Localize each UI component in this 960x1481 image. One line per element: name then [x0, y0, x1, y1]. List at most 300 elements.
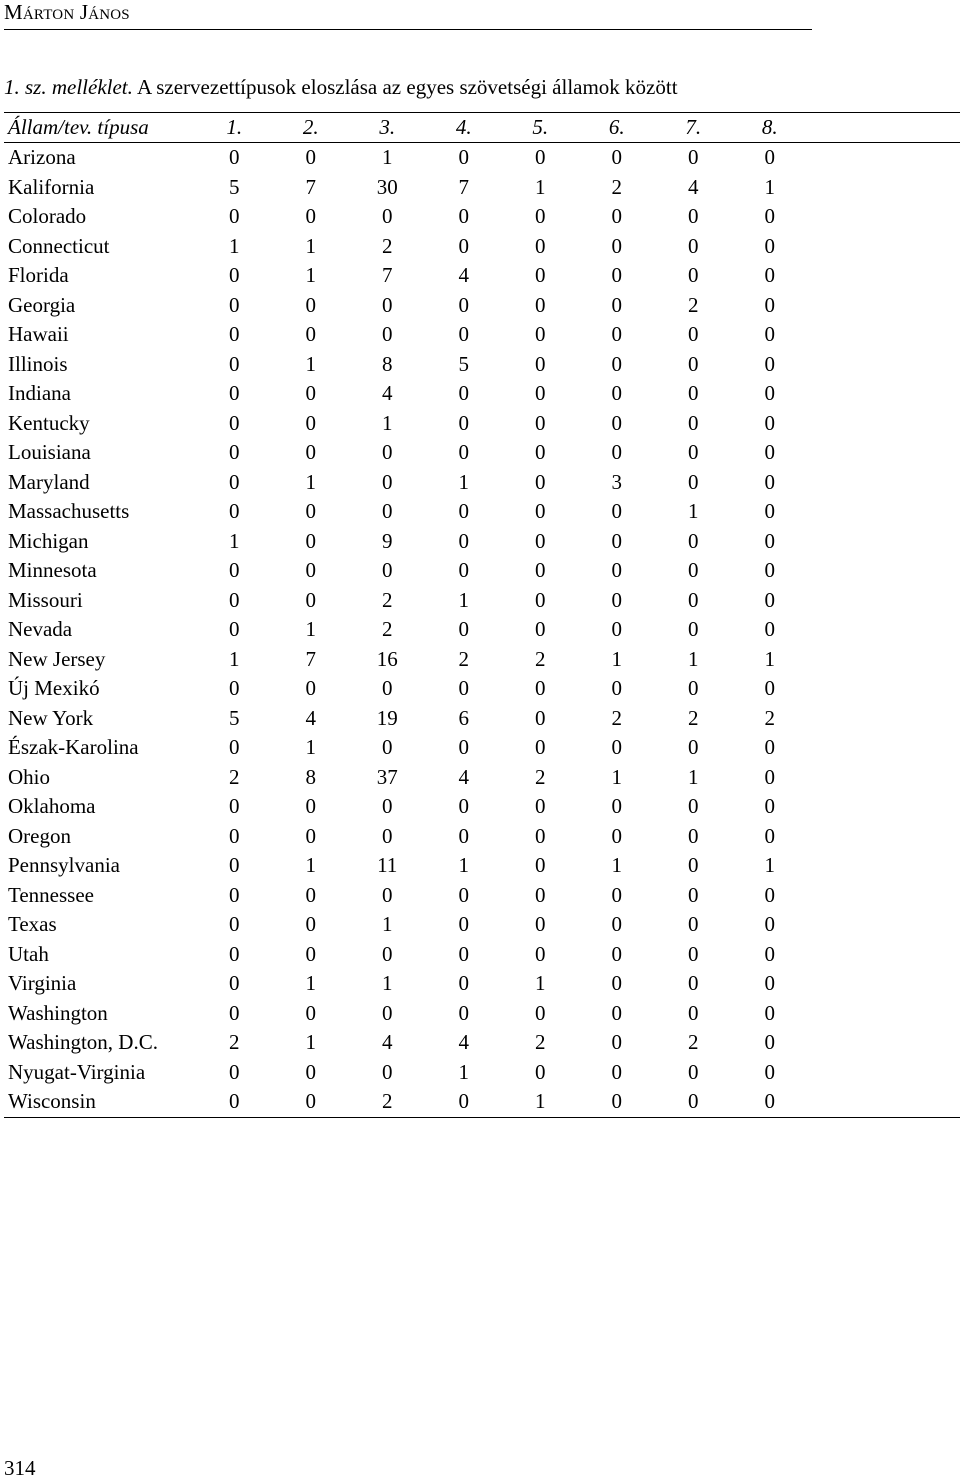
- row-spacer: [808, 527, 960, 557]
- count-cell-type-1: 0: [229, 941, 240, 966]
- count-cell-type-8: 0: [764, 410, 775, 435]
- count-cell-type-4: 0: [458, 499, 469, 523]
- count-cell-type-5: 0: [535, 676, 546, 700]
- count-cell-type-1: 0: [229, 558, 240, 582]
- table-row: [4, 940, 960, 970]
- state-name-cell: Pennsylvania: [8, 853, 120, 877]
- count-cell-type-4: 0: [458, 971, 469, 995]
- count-cell-type-5: 0: [535, 1059, 546, 1084]
- state-name-cell: Indiana: [8, 381, 71, 405]
- row-spacer: [808, 291, 960, 321]
- caption-text: A szervezettípusok eloszlása az egyes szövetségi államok között: [136, 75, 678, 99]
- count-cell-type-7: 0: [688, 558, 699, 582]
- count-cell-type-8: 1: [764, 174, 775, 199]
- count-cell-type-5: 1: [535, 971, 546, 995]
- count-cell-type-6: 2: [611, 174, 622, 199]
- row-spacer: [808, 320, 960, 350]
- row-spacer: [808, 733, 960, 763]
- count-cell-type-2: 0: [305, 676, 316, 700]
- count-cell-type-5: 0: [535, 912, 546, 936]
- count-cell-type-4: 0: [458, 617, 469, 641]
- count-cell-type-3: 0: [382, 469, 393, 494]
- count-cell-type-6: 0: [611, 1000, 622, 1025]
- state-name-cell: New York: [8, 705, 94, 730]
- count-cell-type-2: 0: [305, 1000, 316, 1025]
- row-spacer: [808, 674, 960, 704]
- count-cell-type-4: 0: [458, 882, 469, 907]
- count-cell-type-5: 2: [535, 1030, 546, 1054]
- count-cell-type-4: 0: [458, 528, 469, 553]
- table-row: [4, 556, 960, 586]
- count-cell-type-8: 0: [764, 617, 775, 641]
- count-cell-type-2: 4: [305, 705, 316, 730]
- count-cell-type-7: 0: [688, 440, 699, 464]
- running-head: Márton János: [4, 0, 130, 24]
- count-cell-type-2: 0: [305, 322, 316, 346]
- row-spacer: [808, 438, 960, 468]
- count-cell-type-8: 0: [764, 1030, 775, 1054]
- count-cell-type-8: 0: [764, 764, 775, 789]
- count-cell-type-1: 0: [229, 794, 240, 818]
- count-cell-type-8: 0: [764, 440, 775, 464]
- state-name-cell: Kalifornia: [8, 174, 95, 199]
- row-spacer: [808, 704, 960, 734]
- count-cell-type-7: 0: [688, 735, 699, 759]
- count-cell-type-6: 0: [611, 381, 622, 405]
- count-cell-type-6: 0: [611, 735, 622, 759]
- count-cell-type-6: 0: [611, 794, 622, 818]
- count-cell-type-1: 0: [229, 322, 240, 346]
- count-cell-type-5: 0: [535, 735, 546, 759]
- state-name-cell: Ohio: [8, 764, 50, 789]
- count-cell-type-5: 0: [535, 292, 546, 317]
- count-cell-type-4: 0: [458, 322, 469, 346]
- count-cell-type-6: 0: [611, 587, 622, 612]
- count-cell-type-8: 0: [764, 145, 775, 169]
- table-row: [4, 1028, 960, 1058]
- count-cell-type-6: 0: [611, 971, 622, 995]
- count-cell-type-7: 1: [688, 646, 699, 671]
- count-cell-type-5: 0: [535, 499, 546, 523]
- count-cell-type-7: 0: [688, 912, 699, 936]
- row-spacer: [808, 763, 960, 793]
- count-cell-type-3: 0: [382, 322, 393, 346]
- state-name-cell: Minnesota: [8, 558, 97, 582]
- count-cell-type-1: 5: [229, 174, 240, 199]
- header-type-3: 3.: [379, 115, 396, 139]
- count-cell-type-3: 0: [382, 204, 393, 228]
- table-row: [4, 379, 960, 409]
- count-cell-type-7: 0: [688, 794, 699, 818]
- count-cell-type-7: 0: [688, 351, 699, 376]
- count-cell-type-7: 2: [688, 705, 699, 730]
- count-cell-type-7: 2: [688, 292, 699, 317]
- row-spacer: [808, 379, 960, 409]
- count-cell-type-3: 7: [382, 263, 393, 287]
- count-cell-type-8: 0: [764, 1059, 775, 1084]
- count-cell-type-2: 0: [305, 794, 316, 818]
- count-cell-type-3: 4: [382, 381, 393, 405]
- state-name-cell: Oklahoma: [8, 794, 96, 818]
- count-cell-type-1: 0: [229, 410, 240, 435]
- count-cell-type-2: 0: [305, 499, 316, 523]
- count-cell-type-4: 0: [458, 381, 469, 405]
- count-cell-type-8: 0: [764, 794, 775, 818]
- count-cell-type-6: 0: [611, 440, 622, 464]
- page-number: 314: [4, 1456, 36, 1480]
- table-row: [4, 645, 960, 675]
- row-spacer: [808, 851, 960, 881]
- count-cell-type-4: 2: [458, 646, 469, 671]
- table-row: [4, 527, 960, 557]
- count-cell-type-3: 1: [382, 145, 393, 169]
- state-name-cell: Washington, D.C.: [8, 1030, 158, 1054]
- table-row: [4, 350, 960, 380]
- count-cell-type-1: 5: [229, 705, 240, 730]
- count-cell-type-7: 0: [688, 853, 699, 877]
- count-cell-type-3: 2: [382, 1089, 393, 1113]
- table-container: [4, 112, 960, 1118]
- count-cell-type-6: 0: [611, 204, 622, 228]
- state-name-cell: Tennessee: [8, 882, 94, 907]
- state-name-cell: Michigan: [8, 528, 89, 553]
- table-row: [4, 763, 960, 793]
- state-name-cell: Missouri: [8, 587, 83, 612]
- count-cell-type-2: 1: [305, 735, 316, 759]
- row-spacer: [808, 969, 960, 999]
- table-row: [4, 1058, 960, 1088]
- count-cell-type-3: 1: [382, 912, 393, 936]
- table-row: [4, 999, 960, 1029]
- table-row: [4, 291, 960, 321]
- table-row: [4, 438, 960, 468]
- count-cell-type-4: 0: [458, 941, 469, 966]
- count-cell-type-3: 16: [376, 646, 398, 671]
- row-spacer: [808, 468, 960, 498]
- count-cell-type-8: 0: [764, 499, 775, 523]
- table-row: [4, 468, 960, 498]
- count-cell-type-5: 1: [535, 1089, 546, 1113]
- count-cell-type-7: 0: [688, 145, 699, 169]
- count-cell-type-2: 0: [305, 941, 316, 966]
- count-cell-type-1: 0: [229, 971, 240, 995]
- row-spacer: [808, 497, 960, 527]
- header-type-4: 4.: [455, 115, 472, 139]
- count-cell-type-2: 7: [305, 646, 316, 671]
- count-cell-type-1: 0: [229, 204, 240, 228]
- table-row: [4, 674, 960, 704]
- count-cell-type-5: 0: [535, 469, 546, 494]
- header-type-6: 6.: [608, 115, 625, 139]
- count-cell-type-4: 5: [458, 351, 469, 376]
- state-name-cell: Illinois: [8, 351, 68, 376]
- state-name-cell: Észak-Karolina: [8, 735, 139, 759]
- count-cell-type-1: 2: [229, 1030, 240, 1054]
- count-cell-type-5: 0: [535, 145, 546, 169]
- count-cell-type-3: 1: [382, 410, 393, 435]
- state-name-cell: New Jersey: [8, 646, 106, 671]
- table-row: [4, 851, 960, 881]
- count-cell-type-5: 2: [535, 646, 546, 671]
- count-cell-type-1: 0: [229, 469, 240, 494]
- count-cell-type-7: 0: [688, 971, 699, 995]
- table-row: [4, 409, 960, 439]
- count-cell-type-8: 0: [764, 1089, 775, 1113]
- count-cell-type-2: 1: [305, 469, 316, 494]
- count-cell-type-3: 19: [376, 705, 398, 730]
- count-cell-type-4: 0: [458, 440, 469, 464]
- count-cell-type-6: 0: [611, 1030, 622, 1054]
- row-spacer: [808, 615, 960, 645]
- count-cell-type-5: 0: [535, 263, 546, 287]
- count-cell-type-2: 1: [305, 263, 316, 287]
- count-cell-type-5: 0: [535, 233, 546, 258]
- count-cell-type-2: 1: [305, 617, 316, 641]
- count-cell-type-4: 4: [458, 1030, 469, 1054]
- table-row: [4, 320, 960, 350]
- row-spacer: [808, 409, 960, 439]
- header-type-2: 2.: [302, 115, 319, 139]
- count-cell-type-2: 0: [305, 292, 316, 317]
- count-cell-type-5: 1: [535, 174, 546, 199]
- count-cell-type-3: 0: [382, 823, 393, 848]
- count-cell-type-8: 0: [764, 558, 775, 582]
- count-cell-type-7: 0: [688, 469, 699, 494]
- header-type-5: 5.: [532, 115, 549, 139]
- count-cell-type-7: 0: [688, 882, 699, 907]
- count-cell-type-7: 1: [688, 764, 699, 789]
- count-cell-type-3: 0: [382, 499, 393, 523]
- count-cell-type-5: 0: [535, 587, 546, 612]
- count-cell-type-2: 1: [305, 351, 316, 376]
- count-cell-type-5: 0: [535, 558, 546, 582]
- count-cell-type-5: 0: [535, 528, 546, 553]
- count-cell-type-1: 1: [229, 233, 240, 258]
- count-cell-type-6: 0: [611, 233, 622, 258]
- count-cell-type-8: 0: [764, 971, 775, 995]
- count-cell-type-7: 0: [688, 528, 699, 553]
- count-cell-type-1: 0: [229, 587, 240, 612]
- count-cell-type-1: 0: [229, 676, 240, 700]
- count-cell-type-6: 0: [611, 882, 622, 907]
- header-type-7: 7.: [685, 115, 702, 139]
- count-cell-type-5: 0: [535, 882, 546, 907]
- count-cell-type-3: 0: [382, 440, 393, 464]
- count-cell-type-8: 0: [764, 204, 775, 228]
- count-cell-type-8: 0: [764, 528, 775, 553]
- count-cell-type-7: 0: [688, 1000, 699, 1025]
- count-cell-type-7: 0: [688, 410, 699, 435]
- row-spacer: [808, 1087, 960, 1117]
- count-cell-type-1: 0: [229, 145, 240, 169]
- count-cell-type-2: 0: [305, 145, 316, 169]
- count-cell-type-6: 1: [611, 646, 622, 671]
- count-cell-type-6: 0: [611, 145, 622, 169]
- table-row: [4, 969, 960, 999]
- count-cell-type-1: 0: [229, 381, 240, 405]
- count-cell-type-2: 0: [305, 1059, 316, 1084]
- count-cell-type-4: 0: [458, 912, 469, 936]
- state-name-cell: Texas: [8, 912, 57, 936]
- count-cell-type-4: 1: [458, 469, 469, 494]
- count-cell-type-2: 1: [305, 853, 316, 877]
- count-cell-type-1: 0: [229, 440, 240, 464]
- row-spacer: [808, 999, 960, 1029]
- count-cell-type-2: 1: [305, 971, 316, 995]
- count-cell-type-4: 4: [458, 263, 469, 287]
- table-row: [4, 497, 960, 527]
- table-row: [4, 910, 960, 940]
- count-cell-type-7: 0: [688, 233, 699, 258]
- count-cell-type-5: 0: [535, 381, 546, 405]
- count-cell-type-8: 0: [764, 1000, 775, 1025]
- table-row: [4, 615, 960, 645]
- state-name-cell: Colorado: [8, 204, 87, 228]
- count-cell-type-4: 0: [458, 823, 469, 848]
- count-cell-type-1: 0: [229, 912, 240, 936]
- count-cell-type-2: 0: [305, 204, 316, 228]
- count-cell-type-8: 0: [764, 882, 775, 907]
- count-cell-type-3: 0: [382, 735, 393, 759]
- count-cell-type-6: 0: [611, 528, 622, 553]
- state-name-cell: Arizona: [8, 145, 76, 169]
- count-cell-type-1: 0: [229, 499, 240, 523]
- row-spacer: [808, 232, 960, 262]
- count-cell-type-1: 0: [229, 292, 240, 317]
- count-cell-type-6: 0: [611, 912, 622, 936]
- table-row: [4, 733, 960, 763]
- count-cell-type-1: 0: [229, 617, 240, 641]
- state-name-cell: Új Mexikó: [8, 676, 100, 700]
- count-cell-type-3: 0: [382, 292, 393, 317]
- count-cell-type-8: 0: [764, 676, 775, 700]
- table-row: [4, 173, 960, 203]
- count-cell-type-3: 0: [382, 882, 393, 907]
- count-cell-type-6: 0: [611, 823, 622, 848]
- state-name-cell: Georgia: [8, 292, 76, 317]
- count-cell-type-4: 4: [458, 764, 469, 789]
- count-cell-type-4: 0: [458, 1000, 469, 1025]
- count-cell-type-5: 0: [535, 410, 546, 435]
- count-cell-type-8: 0: [764, 941, 775, 966]
- caption-label: 1. sz. melléklet.: [4, 75, 133, 99]
- table-row: [4, 232, 960, 262]
- count-cell-type-1: 0: [229, 351, 240, 376]
- count-cell-type-4: 0: [458, 145, 469, 169]
- header-type-1: 1.: [226, 115, 243, 139]
- count-cell-type-1: 0: [229, 735, 240, 759]
- count-cell-type-5: 0: [535, 1000, 546, 1025]
- state-name-cell: Louisiana: [8, 440, 91, 464]
- row-spacer: [808, 202, 960, 232]
- count-cell-type-4: 0: [458, 735, 469, 759]
- row-spacer: [808, 350, 960, 380]
- count-cell-type-8: 0: [764, 233, 775, 258]
- row-spacer: [808, 792, 960, 822]
- count-cell-type-7: 0: [688, 263, 699, 287]
- count-cell-type-2: 0: [305, 587, 316, 612]
- count-cell-type-3: 4: [382, 1030, 393, 1054]
- state-name-cell: Virginia: [8, 971, 77, 995]
- table-row: [4, 704, 960, 734]
- count-cell-type-2: 1: [305, 233, 316, 258]
- count-cell-type-8: 0: [764, 823, 775, 848]
- count-cell-type-7: 0: [688, 941, 699, 966]
- count-cell-type-3: 0: [382, 1000, 393, 1025]
- row-spacer: [808, 940, 960, 970]
- state-name-cell: Utah: [8, 941, 49, 966]
- state-name-cell: Massachusetts: [8, 499, 130, 523]
- count-cell-type-5: 0: [535, 853, 546, 877]
- count-cell-type-3: 0: [382, 1059, 393, 1084]
- count-cell-type-8: 0: [764, 263, 775, 287]
- count-cell-type-7: 0: [688, 823, 699, 848]
- table-row: [4, 822, 960, 852]
- count-cell-type-7: 0: [688, 587, 699, 612]
- count-cell-type-6: 0: [611, 941, 622, 966]
- count-cell-type-7: 0: [688, 322, 699, 346]
- table-caption: [4, 74, 678, 100]
- count-cell-type-4: 0: [458, 410, 469, 435]
- count-cell-type-5: 0: [535, 823, 546, 848]
- count-cell-type-4: 0: [458, 233, 469, 258]
- count-cell-type-4: 1: [458, 1059, 469, 1084]
- count-cell-type-4: 0: [458, 1089, 469, 1113]
- table-row: [4, 202, 960, 232]
- count-cell-type-3: 8: [382, 351, 393, 376]
- count-cell-type-1: 0: [229, 1059, 240, 1084]
- count-cell-type-1: 1: [229, 646, 240, 671]
- table-row: [4, 586, 960, 616]
- count-cell-type-5: 2: [535, 764, 546, 789]
- count-cell-type-1: 0: [229, 823, 240, 848]
- count-cell-type-2: 0: [305, 381, 316, 405]
- count-cell-type-8: 0: [764, 381, 775, 405]
- count-cell-type-2: 1: [305, 1030, 316, 1054]
- count-cell-type-8: 0: [764, 469, 775, 494]
- count-cell-type-4: 0: [458, 794, 469, 818]
- row-spacer: [808, 173, 960, 203]
- row-spacer: [808, 143, 960, 173]
- count-cell-type-3: 0: [382, 558, 393, 582]
- count-cell-type-6: 0: [611, 1059, 622, 1084]
- count-cell-type-3: 2: [382, 587, 393, 612]
- count-cell-type-8: 0: [764, 322, 775, 346]
- count-cell-type-2: 0: [305, 823, 316, 848]
- count-cell-type-2: 0: [305, 528, 316, 553]
- count-cell-type-7: 0: [688, 204, 699, 228]
- count-cell-type-7: 1: [688, 499, 699, 523]
- table-row: [4, 143, 960, 173]
- count-cell-type-6: 0: [611, 322, 622, 346]
- count-cell-type-6: 2: [611, 705, 622, 730]
- count-cell-type-3: 11: [377, 853, 398, 877]
- count-cell-type-7: 0: [688, 617, 699, 641]
- count-cell-type-7: 0: [688, 381, 699, 405]
- count-cell-type-8: 1: [764, 853, 775, 877]
- count-cell-type-3: 0: [382, 794, 393, 818]
- row-spacer: [808, 910, 960, 940]
- count-cell-type-5: 0: [535, 204, 546, 228]
- count-cell-type-6: 0: [611, 263, 622, 287]
- header-rule: [4, 29, 812, 30]
- count-cell-type-1: 2: [229, 764, 240, 789]
- state-name-cell: Connecticut: [8, 233, 110, 258]
- count-cell-type-3: 30: [376, 174, 398, 199]
- count-cell-type-2: 8: [305, 764, 316, 789]
- state-name-cell: Nevada: [8, 617, 73, 641]
- count-cell-type-7: 0: [688, 1089, 699, 1113]
